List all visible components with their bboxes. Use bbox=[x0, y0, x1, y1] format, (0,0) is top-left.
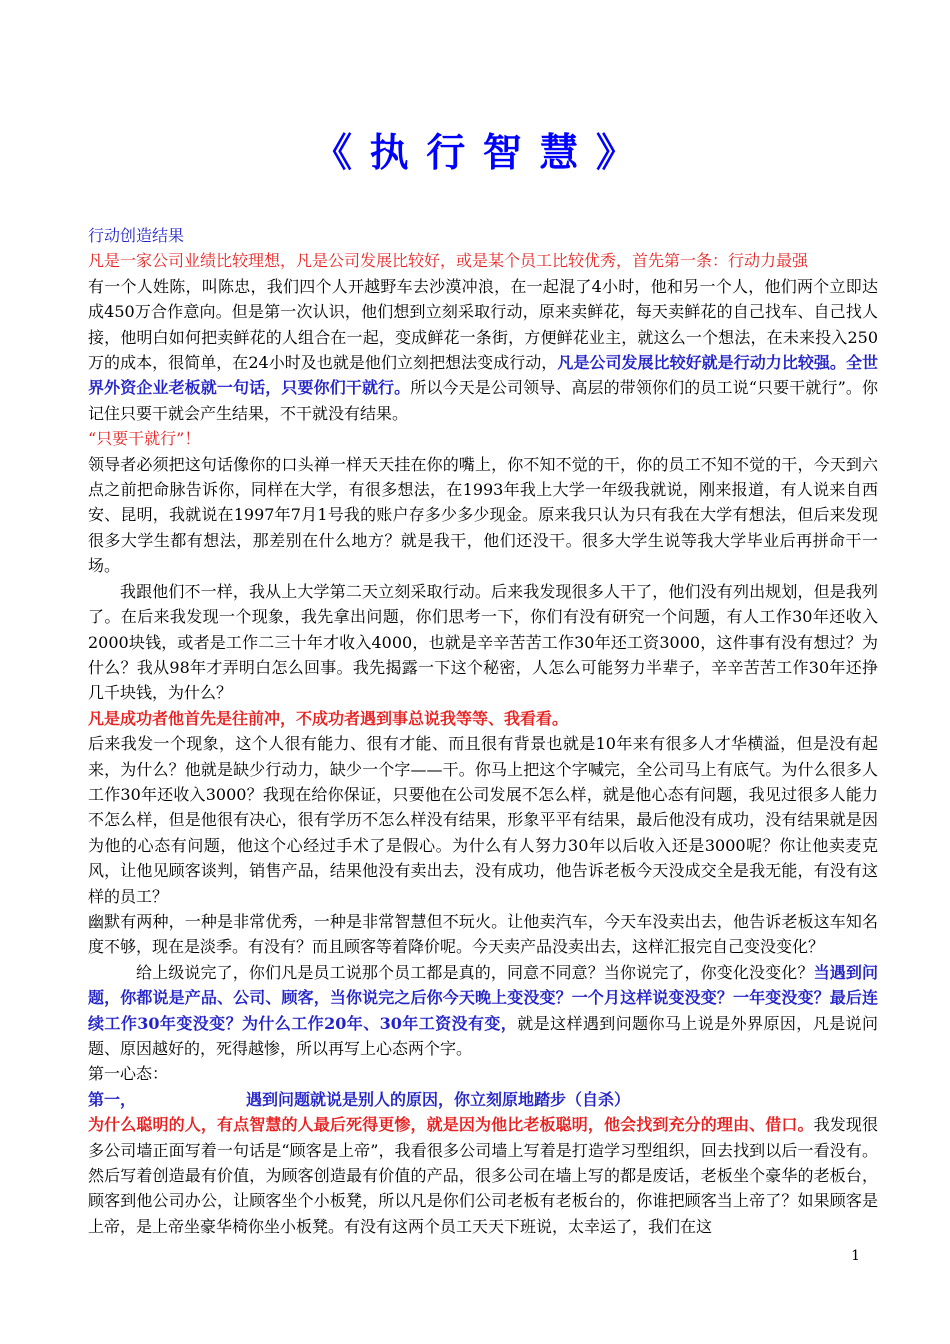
emphasis-text: 凡是公司发展比较好就是行动力比较强。全世界外资企业老板就一句话，只要你们干就行。 bbox=[88, 353, 878, 398]
document-body bbox=[88, 223, 878, 1239]
highlight-line: “只要干就行”！ bbox=[88, 429, 201, 449]
paragraph bbox=[88, 1112, 878, 1239]
emphasis-line: 凡是成功者他首先是往前冲，不成功者遇到事总说我等等、我看看。 bbox=[88, 708, 569, 728]
highlight-line: 凡是一家公司业绩比较理想，凡是公司发展比较好，或是某个员工比较优秀，首先第一条：行动力最强 bbox=[88, 251, 809, 271]
paragraph-text: 给上级说完了，你们凡是员工说那个员工都是真的，同意不同意？当你说完了，你变化没变化？ bbox=[136, 962, 814, 982]
mindset-label: 第一， bbox=[88, 1089, 137, 1109]
page-title: 《 执 行 智 慧 》 bbox=[313, 130, 637, 176]
section-heading: 第一心态： bbox=[88, 1064, 169, 1084]
paragraph-text: 所以今天是公司领导、高层的带领你们的员工说“只要干就行”。你记住只要干就会产生结果，不干就没有结果。 bbox=[88, 378, 878, 423]
emphasis-text: 当遇到问题，你都说是产品、公司、顾客，当你说完之后你今天晚上变没变？一个月这样说变没变？一年变没变？最后连续工作30年变没变？为什么工作20年、30年工资没有变， bbox=[88, 962, 878, 1033]
paragraph: 后来我发一个现象，这个人很有能力、很有才能、而且很有背景也就是10年来有很多人才华横溢，但是没有起来，为什么？他就是缺少行动力，缺少一个字——干。你马上把这个字喊完，全公司马上有底气。为什么很多人工作30年还收入3000？我现在给你保证，只要他在公司发展不怎么样，就是他心态有问题，我见过很多人能力不怎么样，但是他很有决心，很有学历不怎么样没有结果，形象平平有结果，最后他没有成功，没有结果就是因为他的心态有问题，他这个心经过手术了是假心。为什么有人努力30年以后收入还是3000呢？你让他卖麦克风，让他见顾客谈判，销售产品，结果他没有卖出去，没有成功，他告诉老板今天没成交全是我无能，有没有这样的员工？ bbox=[88, 734, 878, 906]
mindset-item bbox=[88, 1087, 878, 1112]
page-number: 1 bbox=[851, 1248, 860, 1264]
paragraph-text: 我发现很多公司墙正面写着一句话是“顾客是上帝”，我看很多公司墙上写着是打造学习型组织，回去找到以后一看没有。然后写着创造最有价值，为顾客创造最有价值的产品，很多公司在墙上写的都是废话，老板坐个豪华的老板台，顾客到他公司办公，让顾客坐个小板凳，所以凡是你们公司老板有老板台的，你谁把顾客当上帝了？如果顾客是上帝，是上帝坐豪华椅你坐小板凳。有没有这两个员工天天下班说，太幸运了，我们在这 bbox=[88, 1115, 878, 1236]
emphasis-text: 为什么聪明的人，有点智慧的人最后死得更惨，就是因为他比老板聪明，他会找到充分的理由、借口。 bbox=[88, 1115, 814, 1135]
paragraph-text: 有一个人姓陈，叫陈忠，我们四个人开越野车去沙漠冲浪，在一起混了4小时，他和另一个人，他们两个立即达成450万合作意向。但是第一次认识，他们想到立刻采取行动，原来卖鲜花，每天卖鲜花的自己找车、自己找人接，他明白如何把卖鲜花的人组合在一起，变成鲜花一条街，方便鲜花业主，就这么一个想法，在未来投入250万的成本，很简单，在24小时及也就是他们立刻把想法变成行动， bbox=[88, 276, 878, 373]
section-heading: 行动创造结果 bbox=[88, 226, 185, 245]
paragraph: 幽默有两种，一种是非常优秀，一种是非常智慧但不玩火。让他卖汽车，今天车没卖出去，他告诉老板这车知名度不够，现在是淡季。有没有？而且顾客等着降价呢。今天卖产品没卖出去，这样汇报完自己变没变化？ bbox=[88, 911, 878, 957]
paragraph: 我跟他们不一样，我从上大学第二天立刻采取行动。后来我发现很多人干了，他们没有列出规划，但是我列了。在后来我发现一个现象，我先拿出问题，你们思考一下，你们有没有研究一个问题，有人工作30年还收入2000块钱，或者是工作二三十年才收入4000，也就是辛辛苦苦工作30年还工资3000，这件事有没有想过？为什么？我从98年才弄明白怎么回事。我先揭露一下这个秘密，人怎么可能努力半辈子，辛辛苦苦工作30年还挣几千块钱，为什么？ bbox=[88, 581, 878, 703]
mindset-text: 遇到问题就说是别人的原因，你立刻原地踏步（自杀） bbox=[246, 1089, 631, 1109]
paragraph-text: 就是这样遇到问题你马上说是外界原因，凡是说问题、原因越好的，死得越惨，所以再写上心态两个字。 bbox=[88, 1013, 878, 1058]
paragraph bbox=[88, 960, 878, 1062]
paragraph bbox=[88, 274, 878, 426]
paragraph: 领导者必须把这句话像你的口头禅一样天天挂在你的嘴上，你不知不觉的干，你的员工不知不觉的干，今天到六点之前把命脉告诉你，同样在大学，有很多想法，在1993年我上大学一年级我就说，刚来报道，有人说来自西安、昆明，我就说在1997年7月1号我的账户存多少多少现金。原来我只认为只有我在大学有想法，但后来发现很多大学生都有想法，那差别在什么地方？就是我干，他们还没干。很多大学生说等我大学毕业后再拼命干一场。 bbox=[88, 454, 878, 576]
